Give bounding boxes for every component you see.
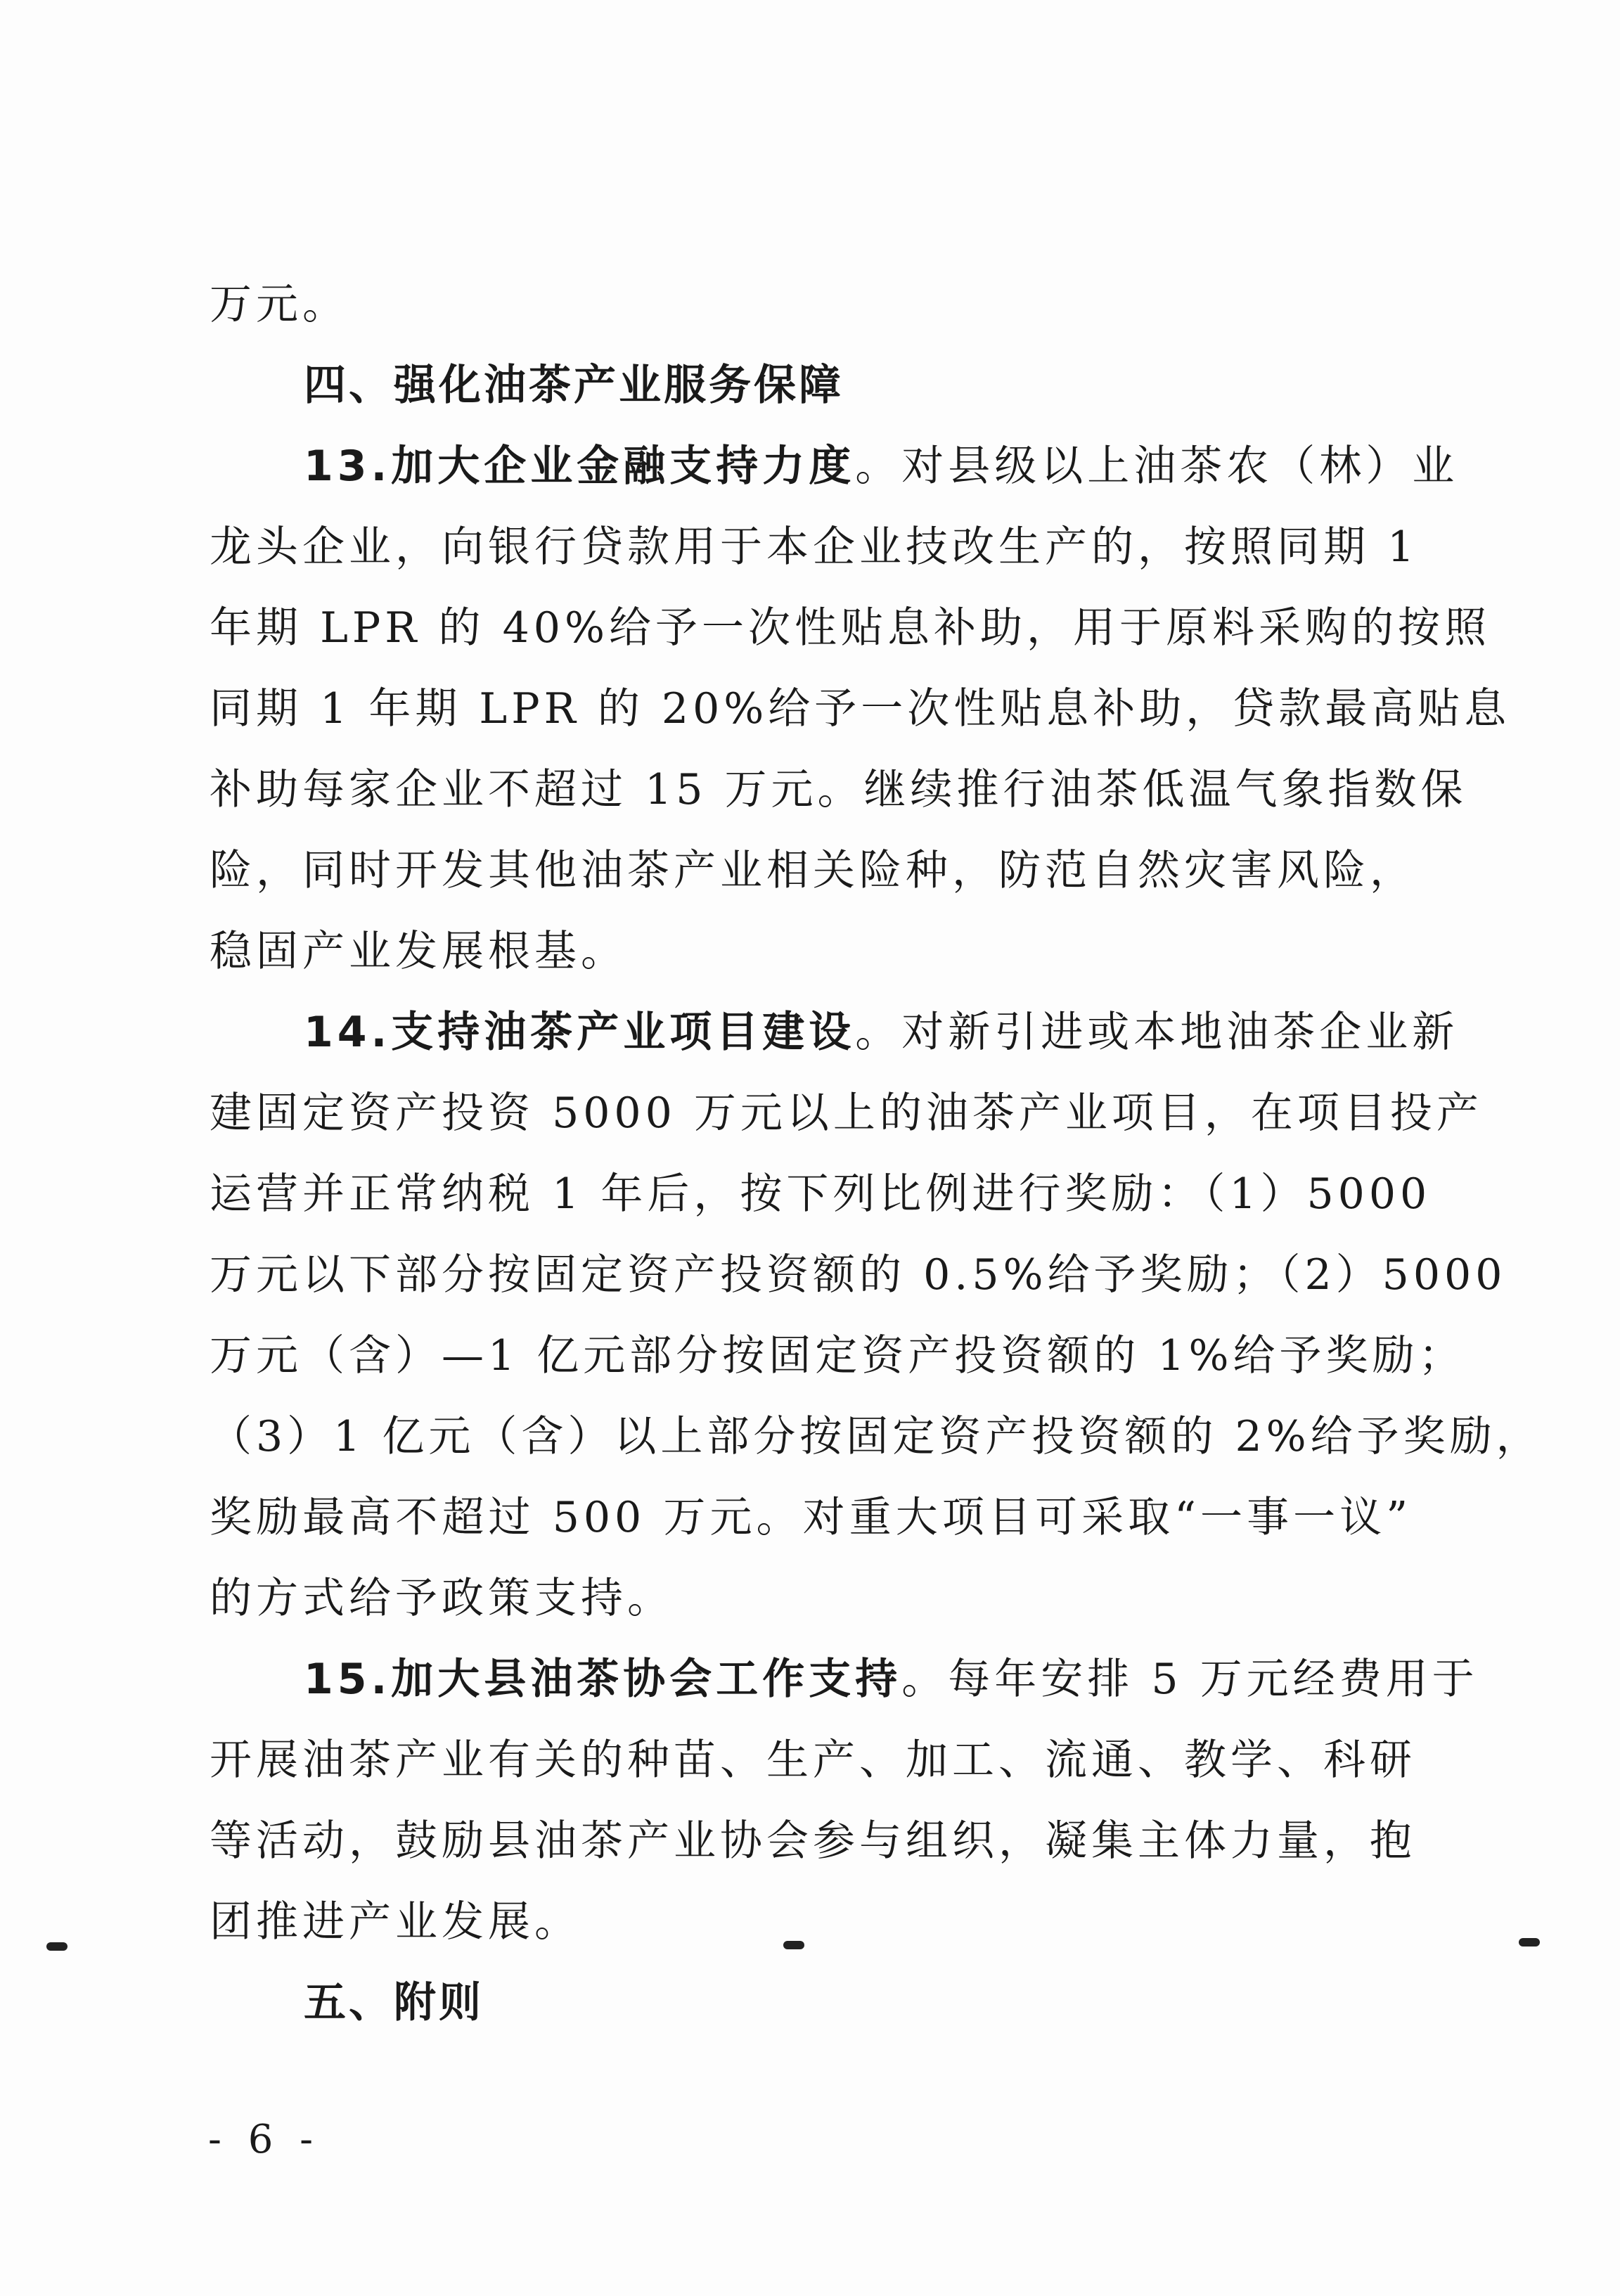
- section-heading-5: 五、附则: [304, 1978, 484, 2027]
- paragraph-13-title: 13.加大企业金融支持力度: [304, 442, 856, 491]
- paragraph-15-line-2: 开展油茶产业有关的种苗、生产、加工、流通、教学、科研: [210, 1736, 1416, 1785]
- section-heading-4: 四、强化油茶产业服务保障: [304, 361, 844, 410]
- paragraph-14-line-2: 建固定资产投资 5000 万元以上的油茶产业项目，在项目投产: [210, 1089, 1483, 1138]
- paragraph-13-text: 。对县级以上油茶农（林）业: [855, 442, 1459, 491]
- paragraph-14-text: 。对新引进或本地油茶企业新: [855, 1008, 1459, 1057]
- paragraph-13-line-1: [210, 426, 1459, 507]
- paragraph-14-line-5: 万元（含）—1 亿元部分按固定资产投资额的 1%给予奖励；: [210, 1331, 1465, 1380]
- paragraph-13-line-4: 同期 1 年期 LPR 的 20%给予一次性贴息补助，贷款最高贴息: [210, 684, 1511, 733]
- body-text: [210, 264, 1543, 2044]
- paragraph-14-line-1: [210, 992, 1459, 1073]
- paragraph-15-line-3: 等活动，鼓励县油茶产业协会参与组织，凝集主体力量，抱: [210, 1816, 1416, 1866]
- scan-mark: [783, 1941, 804, 1949]
- paragraph-15-line-1: [210, 1639, 1479, 1720]
- paragraph-13-line-6: 险，同时开发其他油茶产业相关险种，防范自然灾害风险，: [210, 846, 1416, 895]
- paragraph-15-title: 15.加大县油茶协会工作支持: [304, 1655, 902, 1704]
- paragraph-13-line-5: 补助每家企业不超过 15 万元。继续推行油茶低温气象指数保: [210, 765, 1467, 814]
- paragraph-14-line-8: 的方式给予政策支持。: [210, 1574, 674, 1623]
- paragraph-15-line-4: 团推进产业发展。: [210, 1897, 581, 1947]
- paragraph-13-line-7: 稳固产业发展根基。: [210, 927, 627, 976]
- paragraph-13-line-3: 年期 LPR 的 40%给予一次性贴息补助，用于原料采购的按照: [210, 603, 1491, 653]
- scan-mark: [46, 1942, 68, 1951]
- paragraph-14-line-7: 奖励最高不超过 500 万元。对重大项目可采取“一事一议”: [210, 1493, 1412, 1542]
- paragraph-14-line-4: 万元以下部分按固定资产投资额的 0.5%给予奖励；（2）5000: [210, 1250, 1507, 1300]
- paragraph-14-line-3: 运营并正常纳税 1 年后，按下列比例进行奖励：（1）5000: [210, 1169, 1432, 1219]
- paragraph-continuation: 万元。: [210, 280, 349, 329]
- paragraph-14-line-6: （3）1 亿元（含）以上部分按固定资产投资额的 2%给予奖励，: [210, 1412, 1543, 1461]
- scan-mark: [1519, 1938, 1540, 1947]
- paragraph-13-line-2: 龙头企业，向银行贷款用于本企业技改生产的，按照同期 1: [210, 522, 1419, 572]
- paragraph-15-text: 。每年安排 5 万元经费用于: [901, 1655, 1479, 1704]
- paragraph-14-title: 14.支持油茶产业项目建设: [304, 1008, 856, 1057]
- page-number: - 6 -: [208, 2117, 321, 2162]
